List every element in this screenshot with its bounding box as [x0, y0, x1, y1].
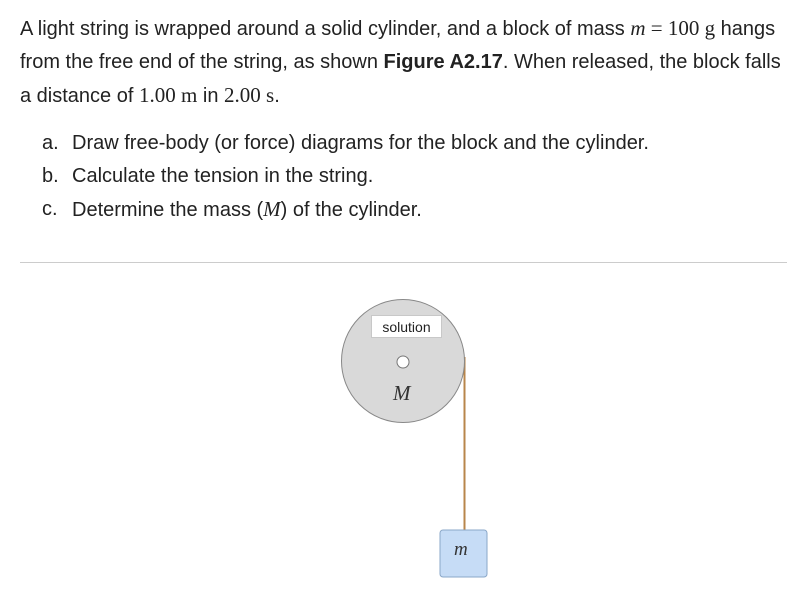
- problem-text-part: .: [274, 85, 280, 107]
- time-expression: [224, 83, 274, 107]
- part-marker: b.: [42, 165, 59, 187]
- figure-a2-17: [0, 263, 797, 600]
- problem-text-part: A light string is wrapped around a solid cylinder, and a block of mass: [20, 18, 631, 40]
- figure-reference: Figure A2.17: [383, 51, 503, 73]
- cylinder-mass-variable: M: [263, 197, 281, 221]
- mass-expression: [630, 16, 715, 40]
- part-text: [72, 193, 422, 227]
- problem-text: [20, 12, 790, 113]
- part-text-after: ) of the cylinder.: [280, 199, 422, 221]
- cylinder-label: M: [393, 381, 411, 405]
- part-marker: a.: [42, 132, 59, 154]
- question-part-c: [42, 193, 790, 227]
- distance-value: 1.00: [138, 83, 176, 107]
- pulley-diagram: [0, 263, 797, 600]
- time-unit: s: [260, 83, 275, 107]
- problem-statement: [20, 12, 790, 227]
- mass-variable: m: [630, 16, 646, 40]
- mass-unit: g: [699, 16, 716, 40]
- question-part-b: [42, 160, 790, 193]
- problem-text-part: in: [197, 85, 224, 107]
- distance-expression: [139, 83, 197, 107]
- part-marker: c.: [42, 198, 58, 220]
- problem-text-part: hangs from the free end of the string, as shown: [20, 18, 776, 73]
- solution-button[interactable]: solution: [371, 315, 442, 338]
- question-parts-list: [20, 127, 790, 227]
- distance-unit: m: [175, 83, 198, 107]
- part-text: Calculate the tension in the string.: [72, 165, 374, 187]
- time-value: 2.00: [224, 83, 261, 107]
- part-text-before: Determine the mass (: [72, 199, 264, 221]
- part-text: Draw free-body (or force) diagrams for the block and the cylinder.: [72, 132, 649, 154]
- block-label: m: [454, 539, 468, 560]
- axle-icon: [397, 356, 409, 368]
- mass-value: = 100: [645, 16, 700, 40]
- problem-text-part: . When released, the block falls a distance of: [20, 51, 781, 107]
- question-part-a: [42, 127, 790, 160]
